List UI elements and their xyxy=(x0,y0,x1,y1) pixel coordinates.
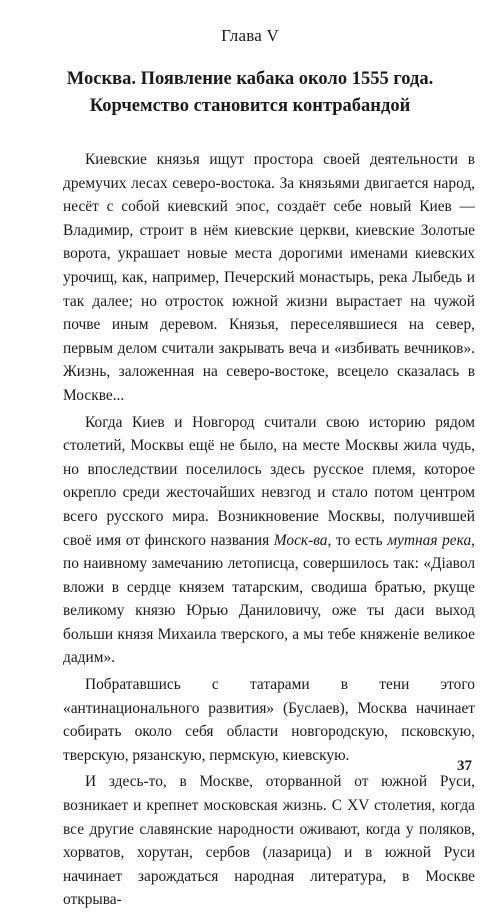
body-text xyxy=(63,148,475,912)
chapter-title-line-2: Корчемство становится контрабандой xyxy=(89,96,411,116)
paragraph-2-italic-2: мутная река xyxy=(387,531,472,549)
paragraph-1: Киевские князья ищут простора своей деятельности в дремучих лесах северо-востока. За князьями двигается народ, несёт с собой киевский эпос, создаёт себе новый Киев — Владимир, строит в нём киевские церкви, киевские Золотые ворота, украшает новые места дорогими именами киевских урочищ, как, например, Печерский монастырь, река Лыбедь и так далее; но отросток южной жизни вырастает на чужой почве иным деревом. Князья, переселявшиеся на север, первым делом считали закрывать веча и «избивать вечников». Жизнь, заложенная на северо-востоке, всецело сказалась в Москве... xyxy=(63,151,475,404)
page-number: 37 xyxy=(457,758,472,774)
paragraph-3: Побратавшись с татарами в тени этого «антинационального развития» (Буслаев), Москва начинает собирать около себя области новгородскую, псковскую, тверскую, рязанскую, пермскую, киевскую. xyxy=(63,676,475,764)
chapter-heading: Глава V xyxy=(221,26,279,45)
paragraph-2-part-3: , по наивному замечанию летописца, совершилось так: «Діавол вложи в сердце князем татарским, сводиша братью, ркуще великому князю Юрью Даниловичу, оже ты даси выход больши князя Михаила тверского, а мы тебе княженіе великое дадим». xyxy=(63,531,476,667)
paragraph-2 xyxy=(63,411,475,671)
paragraph-4: И здесь-то, в Москве, оторванной от южной Руси, возникает и крепнет московская жизнь. С XV столетия, когда все другие славянские народности оживают, когда у поляков, хорватов, хорутан, сербов (лазарица) и в южной Руси начинает зарождаться народная литература, в Москве открыва- xyxy=(63,773,475,909)
chapter-title-line-1: Москва. Появление кабака около 1555 года. xyxy=(66,69,434,89)
chapter-title xyxy=(40,66,460,120)
paragraph-2-part-1: Когда Киев и Новгород считали свою историю рядом столетий, Москвы ещё не было, на месте Москвы жила чудь, но впоследствии поселилось здесь русское племя, которое окрепло среди жесточайших невзгод и стало потом центром всего русского мира. Возникновение Москвы, получившей своё имя от финского названия xyxy=(63,413,475,549)
paragraph-2-part-2: , то есть xyxy=(327,531,388,549)
paragraph-2-italic-1: Моск-ва xyxy=(273,531,328,549)
